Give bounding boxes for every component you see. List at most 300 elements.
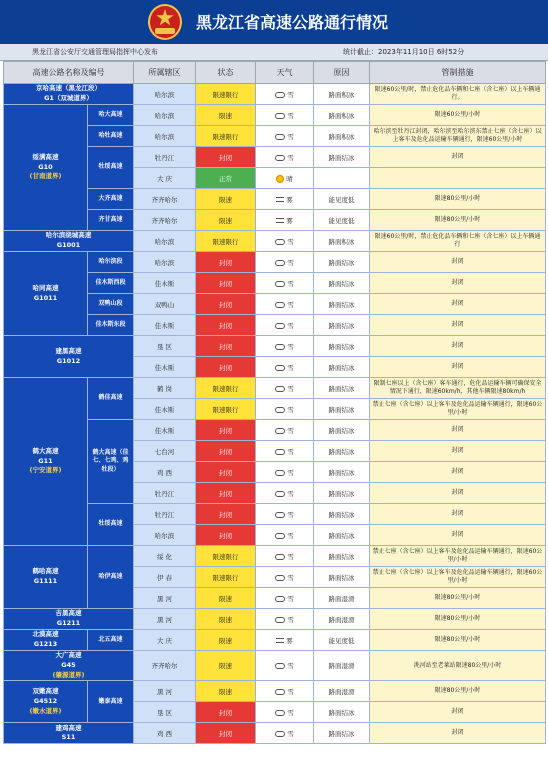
- section-cell: 鹤佳高速: [88, 378, 134, 420]
- route-code: G1211: [56, 619, 81, 627]
- col-header-city: 所属辖区: [134, 62, 196, 84]
- weather-cell: [256, 462, 314, 483]
- reason-cell: 路面结冰: [314, 336, 370, 357]
- reason-cell: 路面结冰: [314, 462, 370, 483]
- col-header-measure: 管制措施: [370, 62, 546, 84]
- weather-text: 雪: [287, 342, 294, 351]
- section-cell: 佳木斯西段: [88, 273, 134, 294]
- weather-cell: [256, 105, 314, 126]
- status-cell: 封闭: [196, 420, 256, 441]
- status-cell: 封闭: [196, 147, 256, 168]
- city-cell: 黑 河: [134, 588, 196, 609]
- weather-text: 雪: [287, 729, 294, 738]
- route-cell: [4, 723, 134, 744]
- snow-cloud-icon: [275, 323, 285, 329]
- reason-cell: 能见度低: [314, 630, 370, 651]
- stat-time: 统计截止：2023年11月10日 6时52分: [343, 48, 465, 56]
- route-code: G45: [61, 660, 76, 669]
- sun-icon: [276, 175, 284, 183]
- route-cell: [4, 252, 88, 336]
- measure-cell: 封闭: [370, 294, 546, 315]
- measure-cell: 哈尔滨至牡丹江封闭，哈尔滨至哈尔滨东禁止七座（含七座）以上客车及危化品运输车辆通行，限速60公里/小时: [370, 126, 546, 147]
- snow-cloud-icon: [275, 281, 285, 287]
- city-cell: 垦 区: [134, 336, 196, 357]
- status-cell: 正常: [196, 168, 256, 189]
- weather-text: 雪: [287, 321, 294, 330]
- city-cell: 黑 河: [134, 609, 196, 630]
- measure-cell: 封闭: [370, 336, 546, 357]
- weather-text: 雪: [287, 426, 294, 435]
- page-title: 黑龙江省高速公路通行情况: [196, 13, 389, 32]
- city-cell: 七台河: [134, 441, 196, 462]
- route-boundary: (甘南道界): [29, 172, 62, 181]
- weather-text: 雪: [287, 363, 294, 372]
- city-cell: 齐齐哈尔: [134, 189, 196, 210]
- status-cell: 限速: [196, 189, 256, 210]
- fog-icon: [276, 218, 284, 223]
- city-cell: 齐齐哈尔: [134, 651, 196, 681]
- section-cell: 北五高速: [88, 630, 134, 651]
- status-cell: 限速限行: [196, 231, 256, 252]
- weather-cell: [256, 399, 314, 420]
- measure-cell: 洮河站至老莱站限速80公里/小时: [370, 651, 546, 681]
- snow-cloud-icon: [275, 260, 285, 266]
- route-boundary: (嫩水道界): [29, 706, 62, 715]
- snow-cloud-icon: [275, 596, 285, 602]
- status-cell: 封闭: [196, 525, 256, 546]
- measure-cell: 封闭: [370, 483, 546, 504]
- weather-text: 雪: [287, 90, 294, 99]
- measure-cell: 禁止七座（含七座）以上客车及危化品运输车辆通行，限速60公里/小时: [370, 546, 546, 567]
- route-code: G1011: [33, 293, 58, 302]
- weather-cell: [256, 483, 314, 504]
- section-cell: 佳木斯东段: [88, 315, 134, 336]
- route-name: 北漠高速: [32, 630, 59, 639]
- route-name: 吉黑高速: [55, 609, 82, 618]
- route-cell: [4, 231, 134, 252]
- measure-cell: 封闭: [370, 525, 546, 546]
- snow-cloud-icon: [275, 731, 285, 737]
- snow-cloud-icon: [275, 554, 285, 560]
- route-code: G10: [38, 162, 53, 171]
- reason-cell: 路面结冰: [314, 273, 370, 294]
- snow-cloud-icon: [275, 663, 285, 669]
- route-cell: [4, 630, 88, 651]
- measure-cell: 封闭: [370, 420, 546, 441]
- status-cell: 限速限行: [196, 546, 256, 567]
- city-cell: 齐齐哈尔: [134, 210, 196, 231]
- measure-cell: 限速80公里/小时: [370, 630, 546, 651]
- city-cell: 哈尔滨: [134, 126, 196, 147]
- reason-cell: 路面结冰: [314, 504, 370, 525]
- measure-cell: 封闭: [370, 315, 546, 336]
- weather-text: 雪: [287, 531, 294, 540]
- measure-cell: 封闭: [370, 252, 546, 273]
- reason-cell: 路面湿滑: [314, 588, 370, 609]
- section-cell: 哈大高速: [88, 105, 134, 126]
- route-code: G4512: [33, 696, 58, 705]
- status-cell: 限速限行: [196, 84, 256, 105]
- snow-cloud-icon: [275, 533, 285, 539]
- city-cell: 哈尔滨: [134, 105, 196, 126]
- measure-cell: 禁止七座（含七座）以上客车及危化品运输车辆通行，限速60公里/小时: [370, 567, 546, 588]
- weather-text: 雪: [287, 615, 294, 624]
- snow-cloud-icon: [275, 617, 285, 623]
- reason-cell: 能见度低: [314, 210, 370, 231]
- weather-cell: [256, 702, 314, 723]
- measure-cell: 封闭: [370, 702, 546, 723]
- city-cell: 绥 化: [134, 546, 196, 567]
- weather-cell: [256, 588, 314, 609]
- status-cell: 限速: [196, 210, 256, 231]
- weather-text: 雪: [287, 237, 294, 246]
- weather-cell: [256, 723, 314, 744]
- route-name: 鹤哈高速: [32, 567, 59, 576]
- city-cell: 哈尔滨: [134, 84, 196, 105]
- route-code: S11: [61, 733, 76, 742]
- measure-cell: 限制七座以上（含七座）客车通行，危化品运输车辆可确保安全情况下通行，限速60km/h，其他车辆限速80km/h: [370, 378, 546, 399]
- section-cell: 哈尔滨段: [88, 252, 134, 273]
- weather-text: 雪: [287, 132, 294, 141]
- weather-text: 雪: [287, 573, 294, 582]
- weather-cell: [256, 525, 314, 546]
- snow-cloud-icon: [275, 512, 285, 518]
- route-cell: [4, 651, 134, 681]
- status-cell: 封闭: [196, 294, 256, 315]
- city-cell: 牡丹江: [134, 147, 196, 168]
- section-cell: 牡绥高速: [88, 504, 134, 546]
- city-cell: 佳木斯: [134, 315, 196, 336]
- reason-cell: 路面结冰: [314, 357, 370, 378]
- snow-cloud-icon: [275, 92, 285, 98]
- table-row: [4, 378, 546, 399]
- reason-cell: 路面结冰: [314, 702, 370, 723]
- reason-cell: 路面结冰: [314, 399, 370, 420]
- reason-cell: 路面积冰: [314, 84, 370, 105]
- city-cell: 鹤 岗: [134, 378, 196, 399]
- route-code: G1001: [56, 241, 81, 249]
- status-cell: 封闭: [196, 462, 256, 483]
- measure-cell: 封闭: [370, 441, 546, 462]
- route-name: 大广高速: [55, 651, 82, 659]
- city-cell: 佳木斯: [134, 420, 196, 441]
- status-cell: 封闭: [196, 483, 256, 504]
- page-header: [0, 0, 548, 44]
- snow-cloud-icon: [275, 344, 285, 350]
- snow-cloud-icon: [275, 575, 285, 581]
- traffic-table: [3, 61, 546, 744]
- weather-text: 雪: [287, 489, 294, 498]
- city-cell: 哈尔滨: [134, 252, 196, 273]
- weather-text: 雪: [287, 111, 294, 120]
- weather-cell: [256, 126, 314, 147]
- reason-cell: 路面积冰: [314, 105, 370, 126]
- route-boundary: (宁安道界): [29, 466, 62, 475]
- snow-cloud-icon: [275, 155, 285, 161]
- snow-cloud-icon: [275, 239, 285, 245]
- route-cell: [4, 378, 88, 546]
- status-cell: 封闭: [196, 252, 256, 273]
- route-name: 建鸡高速: [55, 723, 82, 732]
- city-cell: 牡丹江: [134, 483, 196, 504]
- weather-text: 雪: [287, 384, 294, 393]
- route-cell: [4, 336, 134, 378]
- weather-cell: [256, 252, 314, 273]
- weather-cell: [256, 681, 314, 702]
- section-cell: 双鸭山段: [88, 294, 134, 315]
- city-cell: 垦 区: [134, 702, 196, 723]
- snow-cloud-icon: [275, 710, 285, 716]
- section-cell: 牡绥高速: [88, 147, 134, 189]
- weather-cell: [256, 273, 314, 294]
- weather-text: 雪: [287, 708, 294, 717]
- measure-cell: 限速60公里/小时: [370, 105, 546, 126]
- weather-text: 雾: [286, 195, 293, 204]
- table-row: [4, 336, 546, 357]
- status-cell: 限速: [196, 630, 256, 651]
- snow-cloud-icon: [275, 386, 285, 392]
- col-header-status: 状态: [196, 62, 256, 84]
- snow-cloud-icon: [275, 113, 285, 119]
- table-row: [4, 105, 546, 126]
- status-cell: 限速: [196, 588, 256, 609]
- route-name: 双嫩高速: [32, 687, 59, 696]
- measure-cell: 封闭: [370, 147, 546, 168]
- weather-cell: [256, 210, 314, 231]
- weather-cell: [256, 147, 314, 168]
- table-row: [4, 546, 546, 567]
- status-cell: 封闭: [196, 702, 256, 723]
- weather-text: 雪: [287, 279, 294, 288]
- status-cell: 限速限行: [196, 126, 256, 147]
- weather-cell: [256, 609, 314, 630]
- table-row: [4, 681, 546, 702]
- reason-cell: 路面结冰: [314, 567, 370, 588]
- reason-cell: [314, 168, 370, 189]
- route-cell: [4, 609, 134, 630]
- measure-cell: 限速60公里/时，禁止危化品车辆和七座（含七座）以上车辆通行。: [370, 84, 546, 105]
- weather-cell: [256, 567, 314, 588]
- reason-cell: 路面结冰: [314, 546, 370, 567]
- route-name: 京哈高速（黑龙江段）: [36, 84, 101, 93]
- section-cell: 嫩泰高速: [88, 681, 134, 723]
- weather-text: 雪: [287, 300, 294, 309]
- snow-cloud-icon: [275, 302, 285, 308]
- weather-cell: [256, 315, 314, 336]
- reason-cell: 路面湿滑: [314, 609, 370, 630]
- table-row: [4, 84, 546, 105]
- section-cell: 鹤大高速（佳七、七鸡、鸡牡段）: [88, 420, 134, 504]
- reason-cell: 路面结冰: [314, 723, 370, 744]
- reason-cell: 能见度低: [314, 189, 370, 210]
- measure-cell: 封闭: [370, 504, 546, 525]
- city-cell: 佳木斯: [134, 273, 196, 294]
- reason-cell: 路面结冰: [314, 315, 370, 336]
- route-cell: [4, 681, 88, 723]
- status-cell: 封闭: [196, 315, 256, 336]
- weather-cell: [256, 420, 314, 441]
- weather-cell: [256, 630, 314, 651]
- route-name: 绥满高速: [32, 152, 59, 161]
- status-cell: 封闭: [196, 723, 256, 744]
- route-code: G1012: [56, 356, 81, 365]
- status-cell: 限速: [196, 651, 256, 681]
- weather-cell: [256, 84, 314, 105]
- weather-text: 雾: [286, 636, 293, 645]
- route-code: G1（双城道界）: [44, 94, 93, 102]
- status-cell: 封闭: [196, 273, 256, 294]
- emblem-star-icon: [156, 9, 174, 27]
- city-cell: 大 庆: [134, 168, 196, 189]
- table-row: [4, 630, 546, 651]
- weather-text: 雪: [287, 153, 294, 162]
- city-cell: 鸡 西: [134, 462, 196, 483]
- snow-cloud-icon: [275, 689, 285, 695]
- status-cell: 封闭: [196, 357, 256, 378]
- emblem-base-icon: [155, 28, 175, 34]
- weather-cell: [256, 357, 314, 378]
- city-cell: 佳木斯: [134, 357, 196, 378]
- snow-cloud-icon: [275, 491, 285, 497]
- city-cell: 佳木斯: [134, 399, 196, 420]
- reason-cell: 路面湿滑: [314, 651, 370, 681]
- snow-cloud-icon: [275, 134, 285, 140]
- snow-cloud-icon: [275, 407, 285, 413]
- status-cell: 封闭: [196, 441, 256, 462]
- police-emblem-icon: [148, 4, 182, 40]
- measure-cell: 封闭: [370, 357, 546, 378]
- weather-text: 晴: [286, 174, 293, 183]
- publisher-text: 黑龙江省公安厅交通管理局指挥中心发布: [32, 48, 158, 56]
- route-code: G1213: [33, 640, 58, 648]
- weather-cell: [256, 651, 314, 681]
- measure-cell: 限速80公里/小时: [370, 210, 546, 231]
- measure-cell: 限速80公里/小时: [370, 681, 546, 702]
- weather-cell: [256, 546, 314, 567]
- fog-icon: [276, 197, 284, 202]
- reason-cell: 路面结冰: [314, 483, 370, 504]
- weather-text: 雪: [287, 687, 294, 696]
- status-cell: 限速: [196, 681, 256, 702]
- fog-icon: [276, 638, 284, 643]
- city-cell: 哈尔滨: [134, 231, 196, 252]
- city-cell: 牡丹江: [134, 504, 196, 525]
- status-cell: 限速限行: [196, 567, 256, 588]
- weather-cell: [256, 441, 314, 462]
- reason-cell: 路面结冰: [314, 252, 370, 273]
- measure-cell: 封闭: [370, 723, 546, 744]
- snow-cloud-icon: [275, 470, 285, 476]
- weather-cell: [256, 378, 314, 399]
- city-cell: 鸡 西: [134, 723, 196, 744]
- reason-cell: 路面结冰: [314, 147, 370, 168]
- weather-text: 雪: [287, 594, 294, 603]
- measure-cell: 封闭: [370, 462, 546, 483]
- col-header-reason: 原因: [314, 62, 370, 84]
- measure-cell: 禁止七座（含七座）以上客车及危化品运输车辆通行，限速60公里/小时: [370, 399, 546, 420]
- city-cell: 黑 河: [134, 681, 196, 702]
- table-row: [4, 651, 546, 681]
- weather-text: 雪: [287, 552, 294, 561]
- measure-cell: 限速60公里/时，禁止危化品车辆和七座（含七座）以上车辆通行: [370, 231, 546, 252]
- route-code: G11: [38, 456, 53, 465]
- reason-cell: 路面积冰: [314, 126, 370, 147]
- status-cell: 封闭: [196, 504, 256, 525]
- weather-text: 雪: [287, 662, 294, 671]
- reason-cell: 路面结冰: [314, 420, 370, 441]
- reason-cell: 路面结冰: [314, 378, 370, 399]
- snow-cloud-icon: [275, 365, 285, 371]
- snow-cloud-icon: [275, 428, 285, 434]
- route-name: 建黑高速: [55, 346, 82, 355]
- col-header-weather: 天气: [256, 62, 314, 84]
- status-cell: 限速: [196, 609, 256, 630]
- route-name: 哈同高速: [32, 283, 59, 292]
- table-row: [4, 252, 546, 273]
- measure-cell: 封闭: [370, 273, 546, 294]
- weather-text: 雪: [287, 510, 294, 519]
- weather-cell: [256, 231, 314, 252]
- section-cell: 哈伊高速: [88, 546, 134, 609]
- weather-text: 雾: [286, 216, 293, 225]
- status-cell: 封闭: [196, 336, 256, 357]
- route-name: 鹤大高速: [32, 446, 59, 455]
- reason-cell: 路面积冰: [314, 231, 370, 252]
- snow-cloud-icon: [275, 449, 285, 455]
- status-cell: 限速限行: [196, 399, 256, 420]
- reason-cell: 路面结冰: [314, 294, 370, 315]
- table-row: [4, 609, 546, 630]
- city-cell: 伊 春: [134, 567, 196, 588]
- status-cell: 限速: [196, 105, 256, 126]
- route-cell: [4, 84, 134, 105]
- table-row: [4, 231, 546, 252]
- section-cell: 哈牡高速: [88, 126, 134, 147]
- weather-cell: [256, 168, 314, 189]
- section-cell: 齐甘高速: [88, 210, 134, 231]
- weather-cell: [256, 189, 314, 210]
- status-cell: 限速限行: [196, 378, 256, 399]
- weather-cell: [256, 294, 314, 315]
- city-cell: 大 庆: [134, 630, 196, 651]
- route-code: G1111: [33, 577, 58, 585]
- route-name: 哈尔滨绕城高速: [45, 231, 92, 240]
- route-cell: [4, 546, 88, 609]
- reason-cell: 路面结冰: [314, 525, 370, 546]
- table-row: [4, 723, 546, 744]
- measure-cell: 限速80公里/小时: [370, 588, 546, 609]
- weather-cell: [256, 336, 314, 357]
- section-cell: 大齐高速: [88, 189, 134, 210]
- weather-text: 雪: [287, 468, 294, 477]
- col-header-route: 高速公路名称及编号: [4, 62, 134, 84]
- measure-cell: 限速80公里/小时: [370, 189, 546, 210]
- reason-cell: 路面湿滑: [314, 681, 370, 702]
- city-cell: 哈尔滨: [134, 525, 196, 546]
- weather-text: 雪: [287, 405, 294, 414]
- route-boundary: (肇源道界): [52, 670, 85, 679]
- measure-cell: [370, 168, 546, 189]
- measure-cell: 限速80公里/小时: [370, 609, 546, 630]
- weather-text: 雪: [287, 447, 294, 456]
- route-cell: [4, 105, 88, 231]
- table-header-row: [4, 62, 546, 84]
- reason-cell: 路面结冰: [314, 441, 370, 462]
- weather-cell: [256, 504, 314, 525]
- weather-text: 雪: [287, 258, 294, 267]
- info-bar: [0, 44, 548, 61]
- city-cell: 双鸭山: [134, 294, 196, 315]
